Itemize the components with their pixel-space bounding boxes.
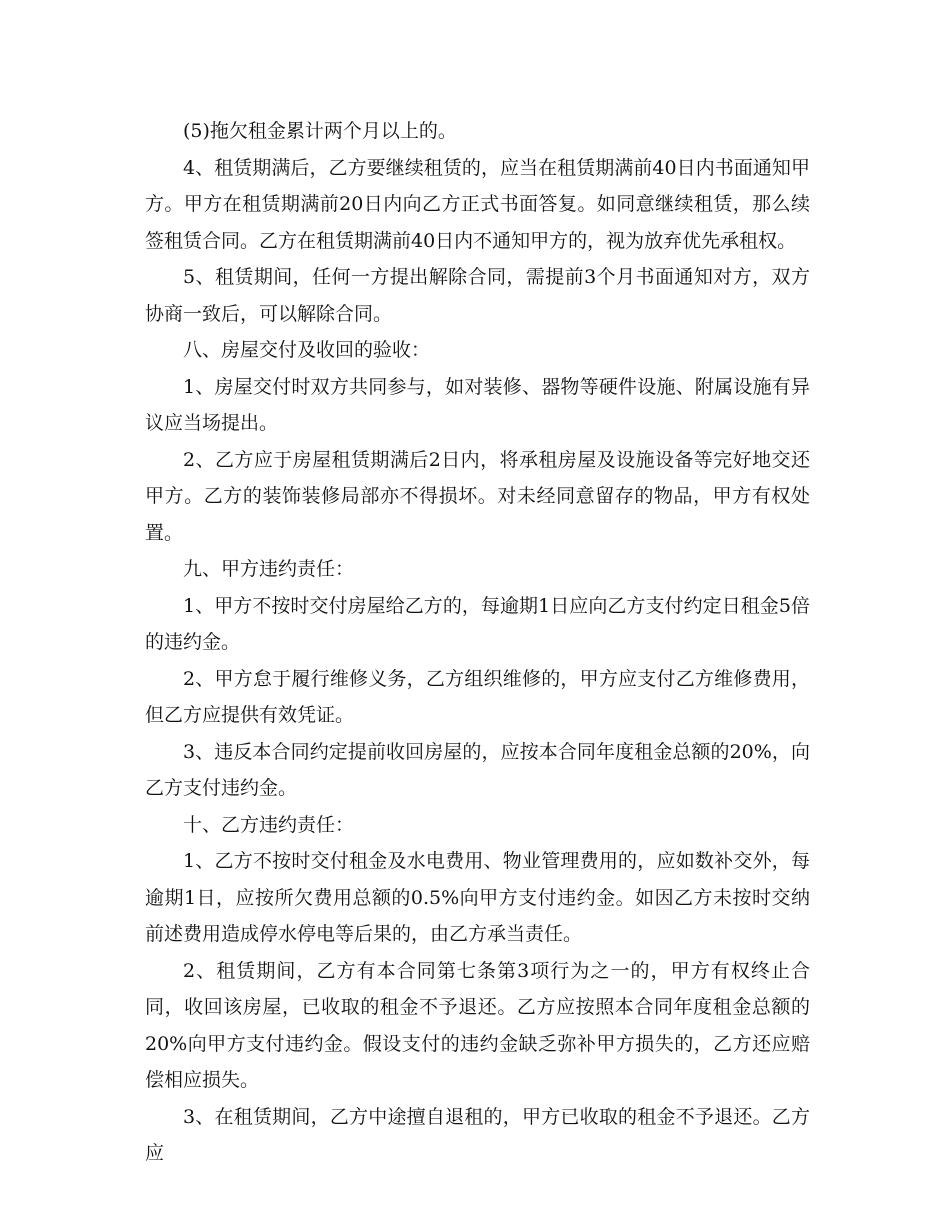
clause-landlord-late-delivery: 1、甲方不按时交付房屋给乙方的，每逾期1日应向乙方支付约定日租金5倍的违约金。 (145, 594, 810, 653)
clause-tenant-breach-termination: 2、租赁期间，乙方有本合同第七条第3项行为之一的，甲方有权终止合同，收回该房屋，已收取的租金不予退还。乙方应按照本合同年度租金总额的20%向甲方支付违约金。假设支付的违约金缺乏弥补甲方损失的，乙方还应赔偿相应损失。 (145, 959, 810, 1091)
section-heading-tenant-liability: 十、乙方违约责任： (183, 813, 355, 836)
clause-termination-notice: 5、租赁期间，任何一方提出解除合同，需提前3个月书面通知对方，双方协商一致后，可以解除合同。 (145, 266, 810, 325)
clause-tenant-late-payment: 1、乙方不按时交付租金及水电费用、物业管理费用的，应如数补交外，每逾期1日，应按所欠费用总额的0.5%向甲方支付违约金。如因乙方未按时交纳前述费用造成停水停电等后果的，由乙方承当责任。 (145, 850, 810, 945)
document-body (145, 113, 810, 1172)
clause-landlord-maintenance: 2、甲方怠于履行维修义务，乙方组织维修的，甲方应支付乙方维修费用，但乙方应提供有效凭证。 (145, 667, 810, 726)
section-heading-handover: 八、房屋交付及收回的验收： (183, 339, 431, 361)
clause-handover-inspection: 1、房屋交付时双方共同参与，如对装修、器物等硬件设施、附属设施有异议应当场提出。 (145, 375, 810, 434)
clause-tenant-early-exit: 3、在租赁期间，乙方中途擅自退租的，甲方已收取的租金不予退还。乙方应 (145, 1105, 810, 1164)
clause-5-arrears: (5)拖欠租金累计两个月以上的。 (183, 120, 457, 142)
clause-landlord-early-recovery: 3、违反本合同约定提前收回房屋的，应按本合同年度租金总额的20%，向乙方支付违约金。 (145, 740, 810, 799)
clause-return-property: 2、乙方应于房屋租赁期满后2日内，将承租房屋及设施设备等完好地交还甲方。乙方的装饰装修局部亦不得损坏。对未经同意留存的物品，甲方有权处置。 (145, 448, 810, 544)
clause-renewal: 4、租赁期满后，乙方要继续租赁的，应当在租赁期满前40日内书面通知甲方。甲方在租赁期满前20日内向乙方正式书面答复。如同意继续租赁，那么续签租赁合同。乙方在租赁期满前40日内不通知甲方的，视为放弃优先承租权。 (145, 156, 810, 252)
section-heading-landlord-liability: 九、甲方违约责任： (183, 558, 355, 580)
